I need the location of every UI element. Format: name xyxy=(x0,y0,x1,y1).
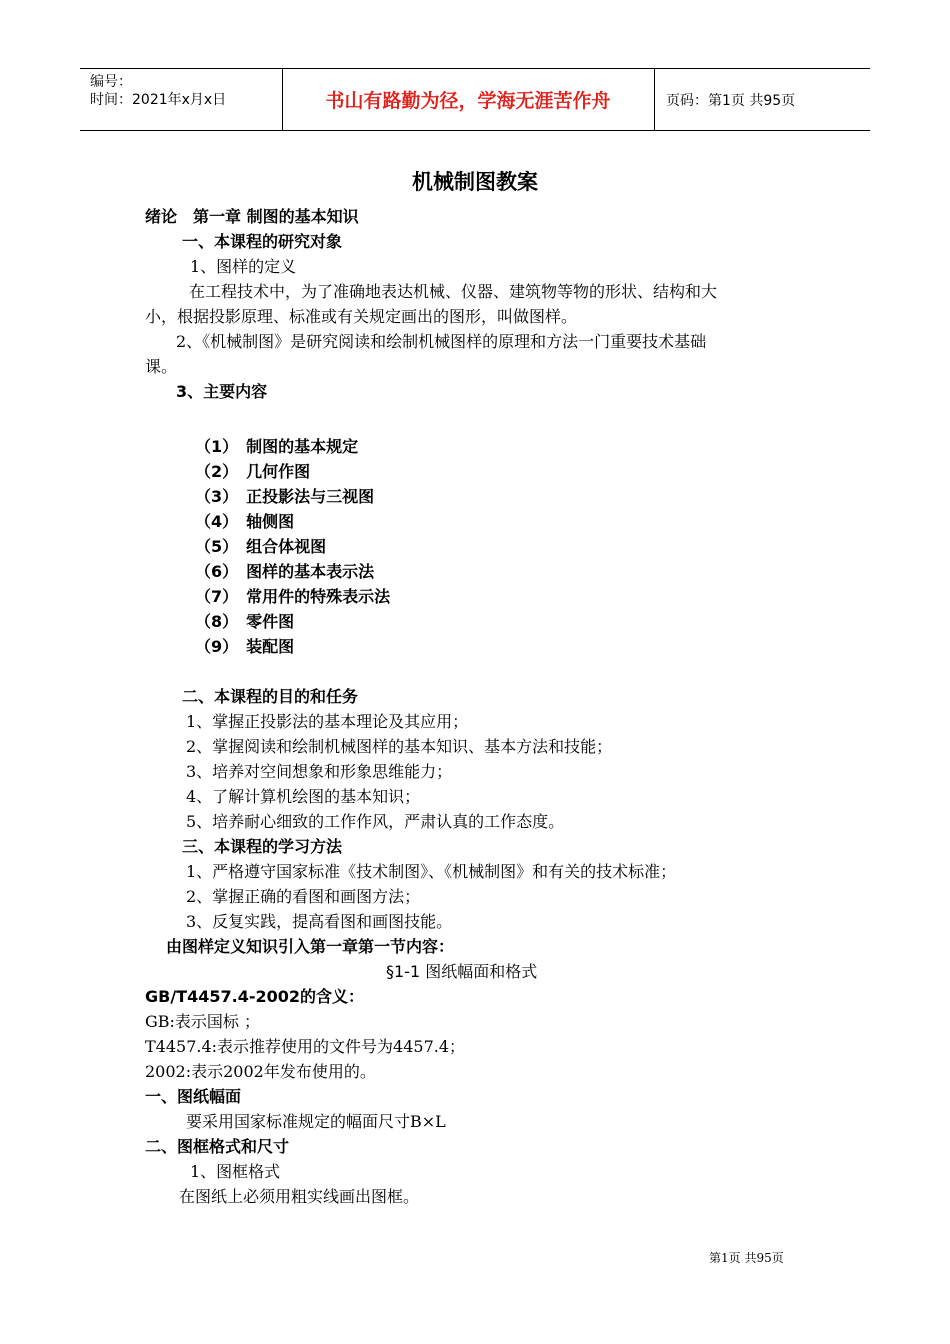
paragraph-line: 2、掌握正确的看图和画图方法； xyxy=(186,887,421,906)
paragraph-line: 在工程技术中，为了准确地表达机械、仪器、建筑物等物的形状、结构和大 xyxy=(189,282,718,301)
subsection-heading: 3、主要内容 xyxy=(176,382,268,401)
paragraph-line: 1、图样的定义 xyxy=(190,257,297,276)
paragraph-line: 1、掌握正投影法的基本理论及其应用； xyxy=(186,712,469,731)
paragraph-line: 4、了解计算机绘图的基本知识； xyxy=(186,787,421,806)
content-list-item: （7） 常用件的特殊表示法 xyxy=(195,587,391,606)
paragraph-line: 2、掌握阅读和绘制机械图样的基本知识、基本方法和技能； xyxy=(186,737,613,756)
paragraph-line: T4457.4:表示推荐使用的文件号为4457.4； xyxy=(145,1037,466,1056)
header-motto: 书山有路勤为径，学海无涯苦作舟 xyxy=(325,90,611,112)
content-list-item: （5） 组合体视图 xyxy=(195,537,327,556)
content-list-item: （9） 装配图 xyxy=(195,637,295,656)
content-list-item: （1） 制图的基本规定 xyxy=(195,437,359,456)
paragraph-line: 2002:表示2002年发布使用的。 xyxy=(145,1062,376,1081)
paragraph-line: GB:表示国标 ； xyxy=(145,1012,261,1031)
page-footer: 第1页 共95页 xyxy=(709,1251,784,1265)
section-heading: 一、本课程的研究对象 xyxy=(182,232,343,251)
content-list-item: （8） 零件图 xyxy=(195,612,295,631)
section-heading: 一、图纸幅面 xyxy=(145,1087,242,1106)
section-heading: 二、本课程的目的和任务 xyxy=(182,687,359,706)
content-list-item: （2） 几何作图 xyxy=(195,462,311,481)
paragraph-line: 小，根据投影原理、标准或有关规定画出的图形，叫做图样。 xyxy=(145,307,578,326)
paragraph-line: 2、《机械制图》是研究阅读和绘制机械图样的原理和方法一门重要技术基础 xyxy=(176,332,707,351)
paragraph-line: 课。 xyxy=(145,357,178,376)
header-page-info: 页码：第1页 共95页 xyxy=(666,93,796,109)
section-heading: 二、图框格式和尺寸 xyxy=(145,1137,290,1156)
paragraph-line: 3、反复实践，提高看图和画图技能。 xyxy=(186,912,453,931)
page-title: 机械制图教案 xyxy=(412,170,538,194)
standard-heading: GB/T4457.4-2002的含义： xyxy=(145,987,365,1006)
section-heading: 三、本课程的学习方法 xyxy=(182,837,343,856)
content-list-item: （3） 正投影法与三视图 xyxy=(195,487,375,506)
header-divider xyxy=(654,69,655,130)
content-list-item: （4） 轴侧图 xyxy=(195,512,295,531)
paragraph-line: 1、严格遵守国家标准《技术制图》、《机械制图》和有关的技术标准； xyxy=(186,862,677,881)
transition-line: 由图样定义知识引入第一章第一节内容： xyxy=(166,937,455,956)
paragraph-line: 1、图框格式 xyxy=(190,1162,281,1181)
header-table xyxy=(80,68,870,131)
paragraph-line: 3、培养对空间想象和形象思维能力； xyxy=(186,762,453,781)
paragraph-line: 在图纸上必须用粗实线画出图框。 xyxy=(179,1187,420,1206)
content-list-item: （6） 图样的基本表示法 xyxy=(195,562,375,581)
document-time-label: 时间：2021年x月x日 xyxy=(90,92,227,108)
paragraph-line: 要采用国家标准规定的幅面尺寸B×L xyxy=(186,1112,446,1131)
paragraph-line: 5、培养耐心细致的工作作风，严肃认真的工作态度。 xyxy=(186,812,565,831)
chapter-heading: 绪论 第一章 制图的基本知识 xyxy=(145,207,359,226)
document-number-label: 编号： xyxy=(90,74,132,90)
header-meta xyxy=(90,73,226,109)
section-number-heading: §1-1 图纸幅面和格式 xyxy=(386,962,538,981)
